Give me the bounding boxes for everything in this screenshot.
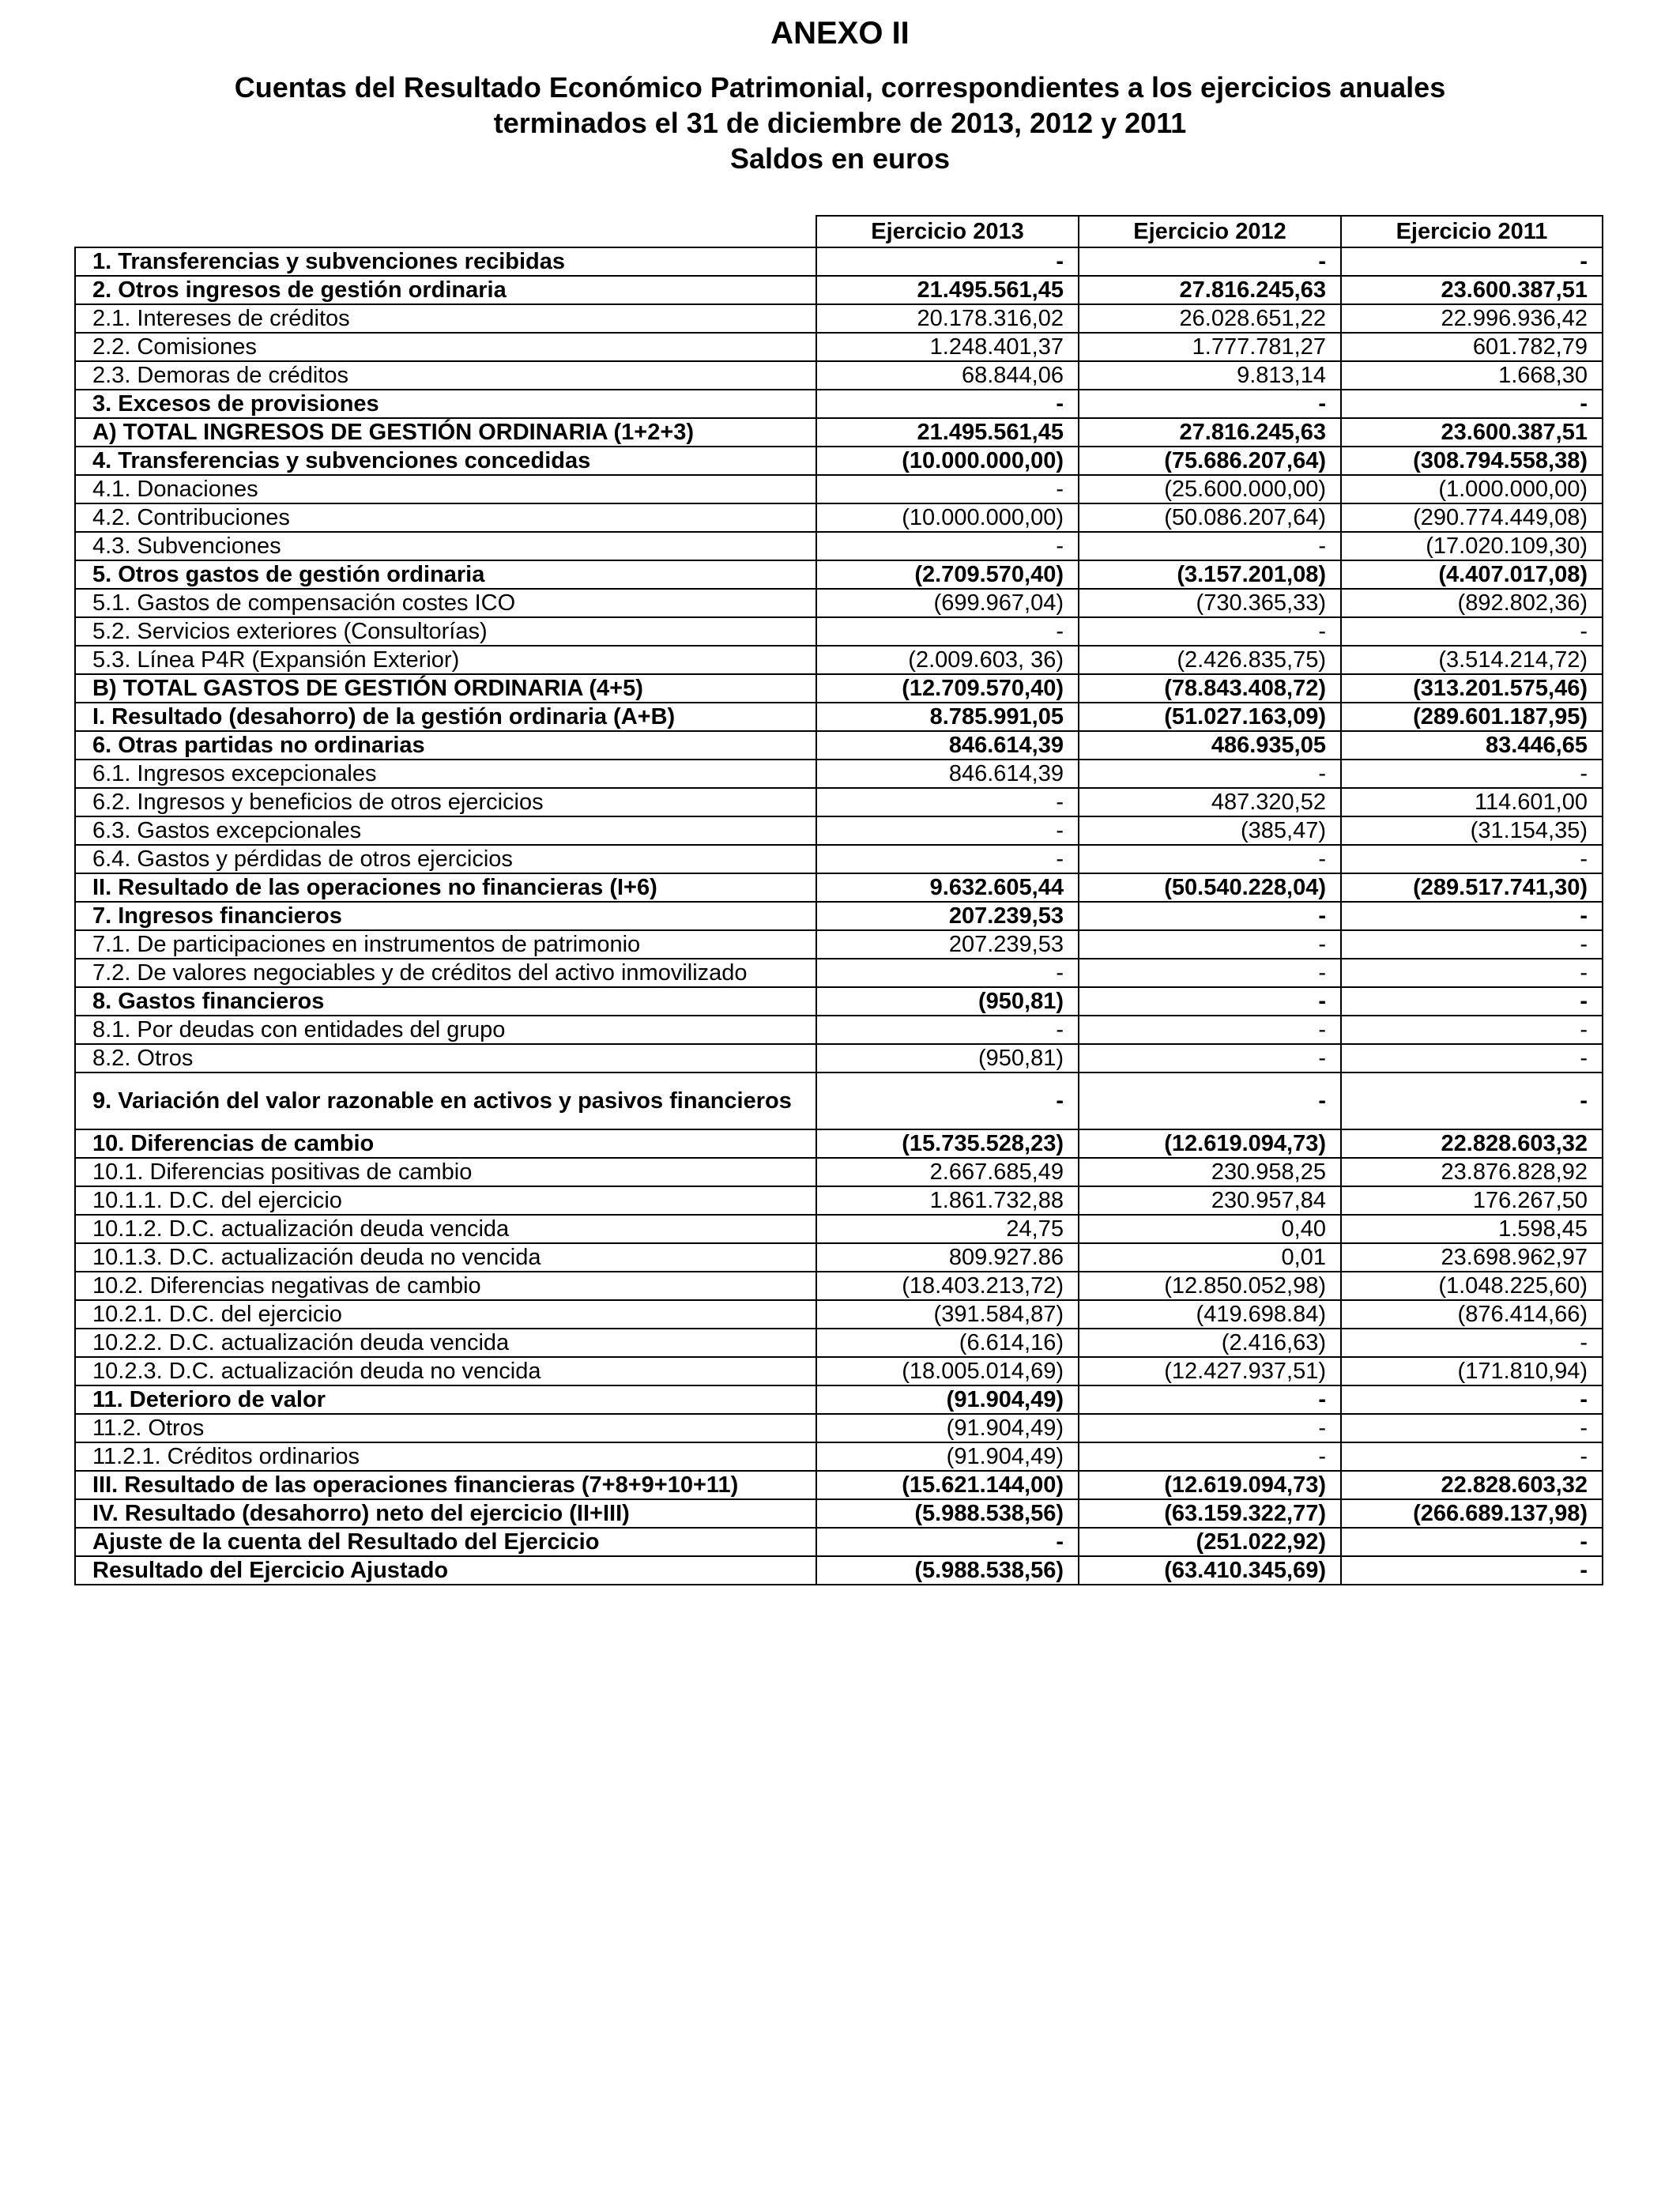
value-2013: 21.495.561,45: [816, 276, 1079, 304]
page-subtitle: [0, 70, 1680, 176]
table-header-row: [75, 216, 1603, 247]
value-2013: (91.904,49): [816, 1442, 1079, 1471]
value-2011: (289.517.741,30): [1341, 873, 1603, 902]
value-2013: -: [816, 788, 1079, 816]
value-2011: -: [1341, 1442, 1603, 1471]
table-row: [75, 1044, 1603, 1072]
value-2012: (78.843.408,72): [1079, 674, 1341, 703]
value-2011: (171.810,94): [1341, 1357, 1603, 1385]
value-2012: (3.157.201,08): [1079, 560, 1341, 589]
value-2012: (50.540.228,04): [1079, 873, 1341, 902]
value-2013: 9.632.605,44: [816, 873, 1079, 902]
value-2013: -: [816, 816, 1079, 845]
value-2013: (12.709.570,40): [816, 674, 1079, 703]
header-blank-cell: [75, 216, 816, 247]
value-2012: (2.416,63): [1079, 1329, 1341, 1357]
value-2011: (3.514.214,72): [1341, 646, 1603, 674]
value-2013: (391.584,87): [816, 1300, 1079, 1329]
subtitle-line: terminados el 31 de diciembre de 2013, 2012 y 2011: [493, 107, 1187, 139]
value-2011: -: [1341, 987, 1603, 1016]
value-2011: 176.267,50: [1341, 1186, 1603, 1215]
value-2013: (10.000.000,00): [816, 503, 1079, 532]
value-2012: -: [1079, 1016, 1341, 1044]
value-2011: -: [1341, 1044, 1603, 1072]
value-2012: (419.698.84): [1079, 1300, 1341, 1329]
value-2013: 1.861.732,88: [816, 1186, 1079, 1215]
value-2011: -: [1341, 930, 1603, 959]
row-label: 11.2. Otros: [75, 1414, 816, 1442]
row-label: 4. Transferencias y subvenciones concedidas: [75, 447, 816, 475]
row-label: 5.1. Gastos de compensación costes ICO: [75, 589, 816, 617]
table-row: [75, 1528, 1603, 1556]
table-row: [75, 333, 1603, 361]
table-row: [75, 1471, 1603, 1499]
value-2012: -: [1079, 1414, 1341, 1442]
row-label: 4.3. Subvenciones: [75, 532, 816, 560]
value-2011: -: [1341, 1329, 1603, 1357]
row-label: 9. Variación del valor razonable en activos y pasivos financieros: [75, 1072, 816, 1129]
value-2011: -: [1341, 760, 1603, 788]
value-2012: -: [1079, 1442, 1341, 1471]
value-2013: 1.248.401,37: [816, 333, 1079, 361]
row-label: 7.1. De participaciones en instrumentos de patrimonio: [75, 930, 816, 959]
value-2012: (25.600.000,00): [1079, 475, 1341, 503]
value-2013: -: [816, 1016, 1079, 1044]
value-2012: (12.619.094,73): [1079, 1471, 1341, 1499]
row-label: 6.1. Ingresos excepcionales: [75, 760, 816, 788]
row-label: 2.1. Intereses de créditos: [75, 304, 816, 333]
row-label: II. Resultado de las operaciones no financieras (I+6): [75, 873, 816, 902]
value-2013: -: [816, 475, 1079, 503]
row-label: 5. Otros gastos de gestión ordinaria: [75, 560, 816, 589]
value-2012: (12.619.094,73): [1079, 1129, 1341, 1158]
value-2011: (1.000.000,00): [1341, 475, 1603, 503]
table-body: [75, 247, 1603, 1585]
value-2013: (15.621.144,00): [816, 1471, 1079, 1499]
value-2011: -: [1341, 959, 1603, 987]
row-label: 7.2. De valores negociables y de créditos del activo inmovilizado: [75, 959, 816, 987]
table-row: [75, 646, 1603, 674]
table-row: [75, 731, 1603, 760]
value-2012: (50.086.207,64): [1079, 503, 1341, 532]
value-2011: 114.601,00: [1341, 788, 1603, 816]
table-row: [75, 816, 1603, 845]
value-2013: (18.005.014,69): [816, 1357, 1079, 1385]
value-2012: 486.935,05: [1079, 731, 1341, 760]
table-row: [75, 1215, 1603, 1243]
row-label: 7. Ingresos financieros: [75, 902, 816, 930]
row-label: 3. Excesos de provisiones: [75, 390, 816, 418]
value-2013: (18.403.213,72): [816, 1272, 1079, 1300]
value-2011: -: [1341, 1385, 1603, 1414]
row-label: 10. Diferencias de cambio: [75, 1129, 816, 1158]
value-2011: 22.828.603,32: [1341, 1471, 1603, 1499]
table-row: [75, 873, 1603, 902]
table-row: [75, 959, 1603, 987]
table-row: [75, 1414, 1603, 1442]
value-2013: -: [816, 1528, 1079, 1556]
value-2012: (2.426.835,75): [1079, 646, 1341, 674]
table-row: [75, 1385, 1603, 1414]
value-2011: -: [1341, 1528, 1603, 1556]
value-2011: (290.774.449,08): [1341, 503, 1603, 532]
row-label: IV. Resultado (desahorro) neto del ejercicio (II+III): [75, 1499, 816, 1528]
value-2011: 83.446,65: [1341, 731, 1603, 760]
value-2013: (91.904,49): [816, 1414, 1079, 1442]
table-row: [75, 475, 1603, 503]
value-2012: 230.958,25: [1079, 1158, 1341, 1186]
value-2013: -: [816, 959, 1079, 987]
header-year-2012: Ejercicio 2012: [1079, 216, 1341, 247]
value-2012: (75.686.207,64): [1079, 447, 1341, 475]
table-row: [75, 1016, 1603, 1044]
value-2011: -: [1341, 1072, 1603, 1129]
table-row: [75, 617, 1603, 646]
table-row: [75, 674, 1603, 703]
value-2013: -: [816, 845, 1079, 873]
value-2012: -: [1079, 617, 1341, 646]
value-2012: 26.028.651,22: [1079, 304, 1341, 333]
row-label: III. Resultado de las operaciones financieras (7+8+9+10+11): [75, 1471, 816, 1499]
value-2011: -: [1341, 1016, 1603, 1044]
table-row: [75, 930, 1603, 959]
header-year-2013: Ejercicio 2013: [816, 216, 1079, 247]
value-2011: 23.600.387,51: [1341, 276, 1603, 304]
table-row: [75, 1442, 1603, 1471]
table-row: [75, 503, 1603, 532]
table-row: [75, 788, 1603, 816]
table-row: [75, 1357, 1603, 1385]
value-2011: 1.598,45: [1341, 1215, 1603, 1243]
value-2012: (251.022,92): [1079, 1528, 1341, 1556]
value-2012: -: [1079, 390, 1341, 418]
value-2012: (51.027.163,09): [1079, 703, 1341, 731]
value-2012: 27.816.245,63: [1079, 276, 1341, 304]
row-label: 8.1. Por deudas con entidades del grupo: [75, 1016, 816, 1044]
value-2012: -: [1079, 959, 1341, 987]
row-label: 8.2. Otros: [75, 1044, 816, 1072]
value-2012: (63.410.345,69): [1079, 1556, 1341, 1585]
row-label: 1. Transferencias y subvenciones recibidas: [75, 247, 816, 276]
value-2011: 601.782,79: [1341, 333, 1603, 361]
value-2011: (17.020.109,30): [1341, 532, 1603, 560]
row-label: 4.2. Contribuciones: [75, 503, 816, 532]
table-row: [75, 304, 1603, 333]
table-row: [75, 1272, 1603, 1300]
value-2011: 23.600.387,51: [1341, 418, 1603, 447]
value-2011: -: [1341, 390, 1603, 418]
value-2012: (63.159.322,77): [1079, 1499, 1341, 1528]
value-2012: 230.957,84: [1079, 1186, 1341, 1215]
value-2013: 24,75: [816, 1215, 1079, 1243]
table-row: [75, 1072, 1603, 1129]
value-2013: 68.844,06: [816, 361, 1079, 390]
value-2013: -: [816, 390, 1079, 418]
row-label: 4.1. Donaciones: [75, 475, 816, 503]
value-2012: -: [1079, 1044, 1341, 1072]
table-row: [75, 276, 1603, 304]
header-year-2011: Ejercicio 2011: [1341, 216, 1603, 247]
row-label: B) TOTAL GASTOS DE GESTIÓN ORDINARIA (4+5): [75, 674, 816, 703]
value-2013: 207.239,53: [816, 902, 1079, 930]
subtitle-line: Saldos en euros: [729, 142, 951, 175]
value-2011: (266.689.137,98): [1341, 1499, 1603, 1528]
value-2012: -: [1079, 1385, 1341, 1414]
row-label: 10.1.1. D.C. del ejercicio: [75, 1186, 816, 1215]
table-row: [75, 1499, 1603, 1528]
table-row: [75, 532, 1603, 560]
table-row: [75, 1129, 1603, 1158]
table-row: [75, 1556, 1603, 1585]
value-2013: (5.988.538,56): [816, 1556, 1079, 1585]
row-label: 10.2.1. D.C. del ejercicio: [75, 1300, 816, 1329]
value-2013: 2.667.685,49: [816, 1158, 1079, 1186]
row-label: 6.3. Gastos excepcionales: [75, 816, 816, 845]
row-label: 10.2. Diferencias negativas de cambio: [75, 1272, 816, 1300]
row-label: 2.2. Comisiones: [75, 333, 816, 361]
row-label: 2. Otros ingresos de gestión ordinaria: [75, 276, 816, 304]
value-2013: 8.785.991,05: [816, 703, 1079, 731]
value-2012: (12.850.052,98): [1079, 1272, 1341, 1300]
value-2012: (385,47): [1079, 816, 1341, 845]
value-2013: (6.614,16): [816, 1329, 1079, 1357]
value-2012: -: [1079, 247, 1341, 276]
row-label: 6.2. Ingresos y beneficios de otros ejercicios: [75, 788, 816, 816]
value-2013: (10.000.000,00): [816, 447, 1079, 475]
value-2013: -: [816, 532, 1079, 560]
value-2013: (15.735.528,23): [816, 1129, 1079, 1158]
row-label: 6.4. Gastos y pérdidas de otros ejercicios: [75, 845, 816, 873]
value-2011: 22.996.936,42: [1341, 304, 1603, 333]
value-2013: (950,81): [816, 1044, 1079, 1072]
table-row: [75, 1329, 1603, 1357]
subtitle-line: Cuentas del Resultado Económico Patrimonial, correspondientes a los ejercicios anuales: [234, 71, 1446, 104]
value-2011: 23.876.828,92: [1341, 1158, 1603, 1186]
table-row: [75, 703, 1603, 731]
value-2011: -: [1341, 1414, 1603, 1442]
value-2013: 207.239,53: [816, 930, 1079, 959]
value-2011: (876.414,66): [1341, 1300, 1603, 1329]
value-2013: (950,81): [816, 987, 1079, 1016]
value-2013: (2.709.570,40): [816, 560, 1079, 589]
table-row: [75, 560, 1603, 589]
value-2012: -: [1079, 930, 1341, 959]
value-2013: -: [816, 247, 1079, 276]
row-label: 5.2. Servicios exteriores (Consultorías): [75, 617, 816, 646]
value-2011: -: [1341, 845, 1603, 873]
table-row: [75, 845, 1603, 873]
value-2013: (91.904,49): [816, 1385, 1079, 1414]
row-label: 5.3. Línea P4R (Expansión Exterior): [75, 646, 816, 674]
row-label: 10.2.2. D.C. actualización deuda vencida: [75, 1329, 816, 1357]
value-2011: 22.828.603,32: [1341, 1129, 1603, 1158]
row-label: Resultado del Ejercicio Ajustado: [75, 1556, 816, 1585]
table-row: [75, 902, 1603, 930]
table-row: [75, 1300, 1603, 1329]
table-row: [75, 447, 1603, 475]
value-2012: 9.813,14: [1079, 361, 1341, 390]
value-2011: (892.802,36): [1341, 589, 1603, 617]
value-2013: -: [816, 617, 1079, 646]
value-2012: 487.320,52: [1079, 788, 1341, 816]
row-label: I. Resultado (desahorro) de la gestión ordinaria (A+B): [75, 703, 816, 731]
table-row: [75, 1186, 1603, 1215]
row-label: 10.2.3. D.C. actualización deuda no vencida: [75, 1357, 816, 1385]
row-label: 11. Deterioro de valor: [75, 1385, 816, 1414]
value-2011: -: [1341, 902, 1603, 930]
table-row: [75, 390, 1603, 418]
value-2011: (313.201.575,46): [1341, 674, 1603, 703]
value-2012: 0,01: [1079, 1243, 1341, 1272]
value-2013: 809.927.86: [816, 1243, 1079, 1272]
value-2012: 27.816.245,63: [1079, 418, 1341, 447]
table-row: [75, 760, 1603, 788]
value-2011: 1.668,30: [1341, 361, 1603, 390]
table-row: [75, 247, 1603, 276]
table-row: [75, 361, 1603, 390]
value-2011: -: [1341, 617, 1603, 646]
row-label: 6. Otras partidas no ordinarias: [75, 731, 816, 760]
table-row: [75, 1243, 1603, 1272]
value-2011: (31.154,35): [1341, 816, 1603, 845]
value-2011: (308.794.558,38): [1341, 447, 1603, 475]
table-row: [75, 987, 1603, 1016]
table-row: [75, 418, 1603, 447]
table-row: [75, 1158, 1603, 1186]
value-2011: (1.048.225,60): [1341, 1272, 1603, 1300]
value-2013: 846.614,39: [816, 760, 1079, 788]
income-statement-table: [74, 215, 1603, 1585]
row-label: A) TOTAL INGRESOS DE GESTIÓN ORDINARIA (1+2+3): [75, 418, 816, 447]
value-2011: -: [1341, 247, 1603, 276]
row-label: 10.1.3. D.C. actualización deuda no vencida: [75, 1243, 816, 1272]
value-2013: (2.009.603, 36): [816, 646, 1079, 674]
row-label: 11.2.1. Créditos ordinarios: [75, 1442, 816, 1471]
row-label: Ajuste de la cuenta del Resultado del Ejercicio: [75, 1528, 816, 1556]
row-label: 10.1.2. D.C. actualización deuda vencida: [75, 1215, 816, 1243]
value-2012: 0,40: [1079, 1215, 1341, 1243]
value-2012: -: [1079, 532, 1341, 560]
value-2012: -: [1079, 760, 1341, 788]
value-2012: 1.777.781,27: [1079, 333, 1341, 361]
value-2012: -: [1079, 1072, 1341, 1129]
row-label: 2.3. Demoras de créditos: [75, 361, 816, 390]
table-row: [75, 589, 1603, 617]
value-2011: (289.601.187,95): [1341, 703, 1603, 731]
value-2012: -: [1079, 902, 1341, 930]
page-title: ANEXO II: [770, 16, 910, 51]
value-2012: -: [1079, 845, 1341, 873]
value-2013: 846.614,39: [816, 731, 1079, 760]
value-2012: -: [1079, 987, 1341, 1016]
value-2012: (12.427.937,51): [1079, 1357, 1341, 1385]
row-label: 8. Gastos financieros: [75, 987, 816, 1016]
value-2013: (699.967,04): [816, 589, 1079, 617]
row-label: 10.1. Diferencias positivas de cambio: [75, 1158, 816, 1186]
value-2013: (5.988.538,56): [816, 1499, 1079, 1528]
value-2013: 21.495.561,45: [816, 418, 1079, 447]
value-2011: -: [1341, 1556, 1603, 1585]
value-2012: (730.365,33): [1079, 589, 1341, 617]
value-2011: (4.407.017,08): [1341, 560, 1603, 589]
value-2013: -: [816, 1072, 1079, 1129]
value-2011: 23.698.962,97: [1341, 1243, 1603, 1272]
value-2013: 20.178.316,02: [816, 304, 1079, 333]
